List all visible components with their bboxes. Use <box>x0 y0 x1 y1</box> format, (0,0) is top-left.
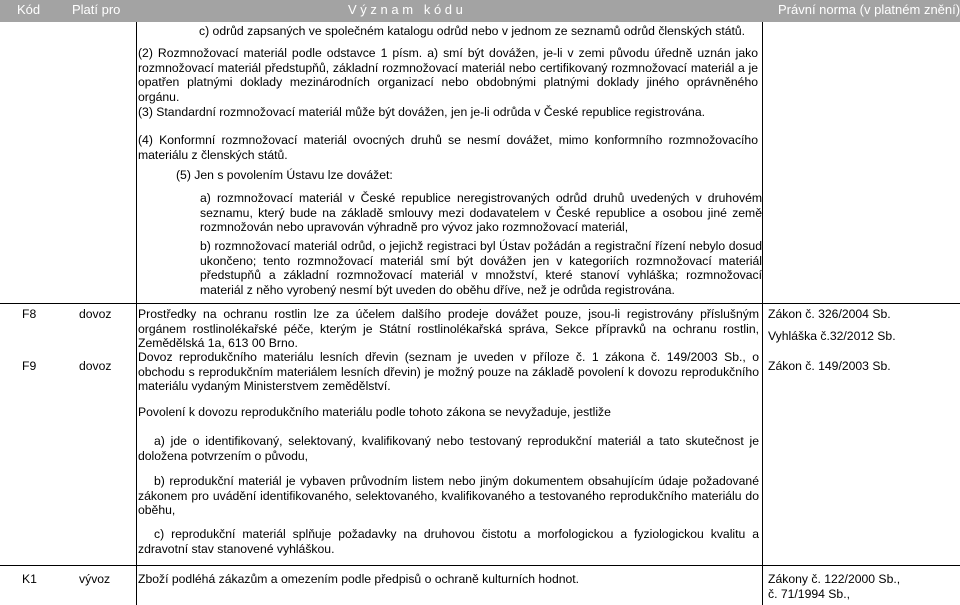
row-f8-plati-pro: dovoz <box>79 307 112 321</box>
paragraph-3: (3) Standardní rozmnožovací materiál může být dovážen, jen je-li odrůda v České republice registrována. <box>138 105 705 119</box>
paragraph-5: (5) Jen s povolením Ústavu lze dovážet: <box>176 168 393 182</box>
row-f9-norma-1: Zákon č. 149/2003 Sb. <box>768 359 891 373</box>
row-f9-text: Dovoz reprodukčního materiálu lesních dřevin (seznam je uveden v příloze č. 1 zákona č. 149/2003 Sb., o obchodu s reprodukčním materiálem lesních dřevin) je možný pouze na základě povolení k dovozu reprodukčního materiálu vydaným Ministerstvem zemědělství. <box>138 350 759 393</box>
paragraph-2: (2) Rozmnožovací materiál podle odstavce 1 písm. a) smí být dovážen, je-li v zemi původu úředně uznán jako rozmnožovací materiál předstupňů, základní rozmnožovací materiál nebo certifikovaný rozmnožovací materiál a je opatřen platnými doklady mezinárodních organizací nebo obdobnými platnými doklady jiného oprávněného orgánu. <box>138 46 758 104</box>
row-divider <box>0 303 960 304</box>
row-k1-plati-pro: vývoz <box>79 572 111 586</box>
paragraph-5a: a) rozmnožovací materiál v České republice neregistrovaných odrůd druhů uvedených v druhovém seznamu, který bude na základě smlouvy mezi dodavatelem v České republice a osobou jiné země rozmnožován nebo upravován výhradně pro vývoz jako rozmnožovací materiál, <box>200 191 762 234</box>
table-header <box>0 0 960 22</box>
column-divider <box>136 22 137 605</box>
row-k1-text: Zboží podléhá zákazům a omezením podle předpisů o ochraně kulturních hodnot. <box>138 572 580 586</box>
row-f8-text: Prostředky na ochranu rostlin lze za účelem dalšího prodeje dovážet pouze, jsou-li registrovány příslušným orgánem rostlinolékařské péče, kterým je Státní rostlinolékařská správa, Sekce přípravků na ochranu rostlin, Zemědělská 1a, 613 00 Brno. <box>138 307 759 350</box>
row-f9-kod: F9 <box>22 359 37 373</box>
header-vyznam: V ý z n a m k ó d u <box>348 2 463 17</box>
row-f9-text2: Povolení k dovozu reprodukčního materiálu podle tohoto zákona se nevyžaduje, jestliže <box>138 405 611 419</box>
row-f8-norma-1: Zákon č. 326/2004 Sb. <box>768 307 891 321</box>
row-k1-norma-1: Zákony č. 122/2000 Sb., <box>768 572 901 586</box>
header-plati-pro: Platí pro <box>72 2 121 17</box>
line-c: c) odrůd zapsaných ve společném katalogu odrůd nebo v jednom ze seznamů odrůd členských států. <box>199 24 746 38</box>
row-f9-text-b: b) reprodukční materiál je vybaven průvodním listem nebo jiným dokumentem obsahujícím údaje požadované zákonem pro uvádění identifikovaného, selektovaného, kvalifikovaného a testovaného reprodukčního materiálu do oběhu, <box>138 474 759 517</box>
row-f9-plati-pro: dovoz <box>79 359 112 373</box>
row-f9-text-c: c) reprodukční materiál splňuje požadavky na druhovou čistotu a morfologickou a fyziologickou kvalitu a zdravotní stav stanovené vyhláškou. <box>138 527 759 556</box>
column-divider <box>762 22 763 605</box>
header-pravni-norma: Právní norma (v platném znění) <box>778 2 960 17</box>
row-k1-kod: K1 <box>22 572 37 586</box>
row-divider <box>0 565 960 566</box>
row-k1-norma-2: č. 71/1994 Sb., <box>768 587 850 601</box>
header-kod: Kód <box>17 2 41 17</box>
row-f9-text-a: a) jde o identifikovaný, selektovaný, kvalifikovaný nebo testovaný reprodukční materiál a tato skutečnost je doložena potvrzením o původu, <box>138 434 759 463</box>
row-f8-kod: F8 <box>22 307 37 321</box>
paragraph-4: (4) Konformní rozmnožovací materiál ovocných druhů se nesmí dovážet, mimo konformního rozmnožovacího materiálu z členských států. <box>138 133 758 162</box>
row-f8-norma-2: Vyhláška č.32/2012 Sb. <box>768 329 896 343</box>
paragraph-5b: b) rozmnožovací materiál odrůd, o jejichž registraci byl Ústav požádán a registrační řízení nebylo dosud ukončeno; tento rozmnožovací materiál smí být dovážen jen v kategoriích rozmnožovací materiál předstupňů a základní rozmnožovací materiál v množství, které stanoví vyhláška; rozmnožovací materiál z něho vyrobený nesmí být uveden do oběhu dříve, než je odrůda registrována. <box>200 239 762 297</box>
